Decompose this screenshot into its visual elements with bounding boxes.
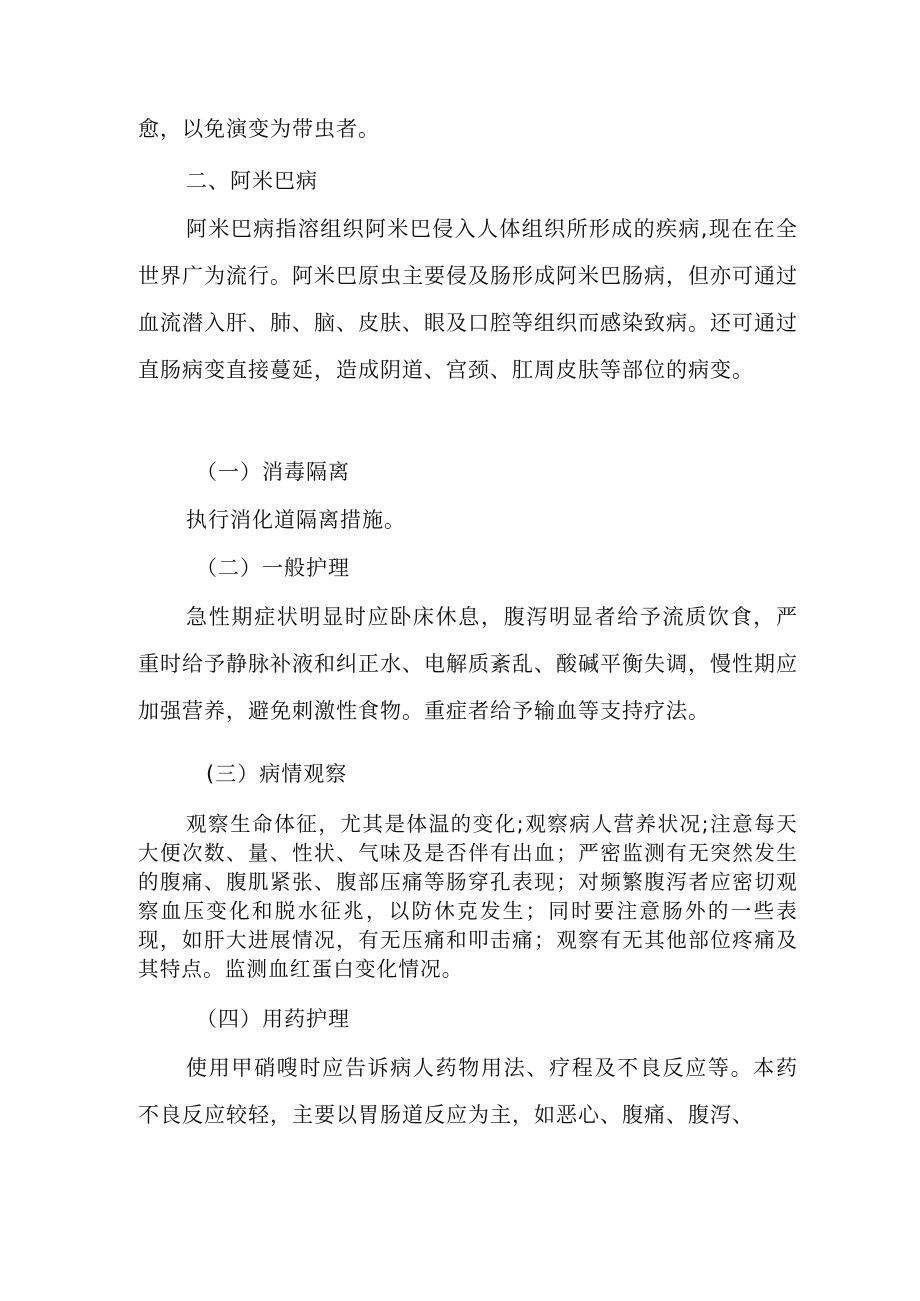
paragraph-condition-observation: 观察生命体征，尤其是体温的变化;观察病人营养状况;注意每天大便次数、量、性状、气味及是否伴有出血；严密监测有无突然发生的腹痛、腹肌紧张、腹部压痛等肠穿孔表现；对频繁腹泻者应密切观察血压变化和脱水征兆，以防休克发生；同时要注意肠外的一些表现，如肝大进展情况，有无压痛和叩击痛；观察有无其他部位疼痛及其特点。监测血红蛋白变化情况。 [138,812,798,981]
paragraph-intro-tail: 愈，以免演变为带虫者。 [138,117,380,141]
subheading-medication-care: （四）用药护理 [196,1007,350,1031]
paragraph-disinfection-isolation: 执行消化道隔离措施。 [186,508,406,532]
subheading-disinfection-isolation: （一）消毒隔离 [196,460,350,484]
subheading-general-care: （二）一般护理 [196,556,350,580]
subheading-condition-observation: (三）病情观察 [206,762,348,786]
section-heading-amoeba: 二、阿米巴病 [186,169,318,193]
paragraph-medication-care: 使用甲硝嗖时应告诉病人药物用法、疗程及不良反应等。本药不良反应较轻，主要以胃肠道反应为主，如恶心、腹痛、腹泻、 [138,1056,798,1127]
paragraph-general-care: 急性期症状明显时应卧床休息，腹泻明显者给予流质饮食，严重时给予静脉补液和纠正水、电解质紊乱、酸碱平衡失调，慢性期应加强营养，避免刺激性食物。重症者给予输血等支持疗法。 [138,605,798,723]
paragraph-amoeba-definition: 阿米巴病指溶组织阿米巴侵入人体组织所形成的疾病,现在在全世界广为流行。阿米巴原虫主要侵及肠形成阿米巴肠病，但亦可通过血流潜入肝、肺、脑、皮肤、眼及口腔等组织而感染致病。还可通过直肠病变直接蔓延，造成阴道、宫颈、肛周皮肤等部位的病变。 [138,217,798,382]
